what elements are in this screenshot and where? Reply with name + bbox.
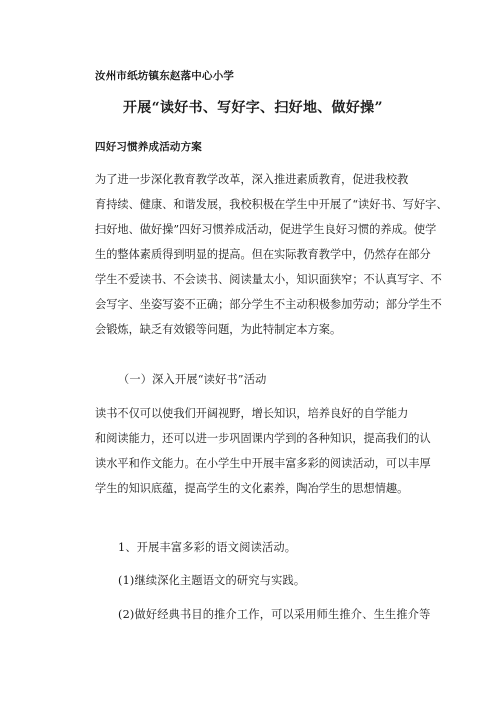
intro-line: 学生不爱读书、不会读书、阅读量太小，知识面狭窄；不认真写字、不 <box>95 273 442 286</box>
section-line: 读水平和作文能力。在小学生中开展丰富多彩的阅读活动，可以丰厚 <box>95 457 431 470</box>
intro-line: 扫好地、做好操”四好习惯养成活动，促进学生良好习惯的养成。使学 <box>95 223 437 236</box>
intro-line: 育持续、健康、和谐发展，我校积极在学生中开展了“读好书、写好字、 <box>95 198 448 211</box>
intro-line: 会写字、坐姿写姿不正确；部分学生不主动积极参加劳动；部分学生不 <box>95 298 442 311</box>
intro-line: 生的整体素质得到明显的提高。但在实际教育教学中，仍然存在部分 <box>95 248 431 261</box>
item-subpoint: (2)做好经典书目的推介工作，可以采用师生推介、生生推介等 <box>118 608 431 621</box>
intro-paragraph <box>95 173 448 348</box>
section-line: 读书不仅可以使我们开阔视野，增长知识，培养良好的自学能力 <box>95 407 409 420</box>
section-line: 学生的知识底蕴，提高学生的文化素养，陶冶学生的思想情趣。 <box>95 482 409 495</box>
section-heading: （一）深入开展“读好书”活动 <box>118 373 267 386</box>
document-subtitle: 四好习惯养成活动方案 <box>95 141 202 153</box>
document-title: 开展“读好书、写好字、扫好地、做好操” <box>123 100 383 116</box>
intro-line: 为了进一步深化教育教学改革，深入推进素质教育，促进我校教 <box>95 173 409 186</box>
item-subpoint: (1)继续深化主题语文的研究与实践。 <box>118 574 306 587</box>
item-heading: 1、开展丰富多彩的语文阅读活动。 <box>118 541 297 554</box>
intro-line: 会锻炼，缺乏有效锻等问题，为此特制定本方案。 <box>95 323 342 336</box>
section-paragraph <box>95 407 431 507</box>
section-line: 和阅读能力，还可以进一步巩固课内学到的各种知识，提高我们的认 <box>95 432 431 445</box>
school-name: 汝州市纸坊镇东赵落中心小学 <box>95 70 235 82</box>
